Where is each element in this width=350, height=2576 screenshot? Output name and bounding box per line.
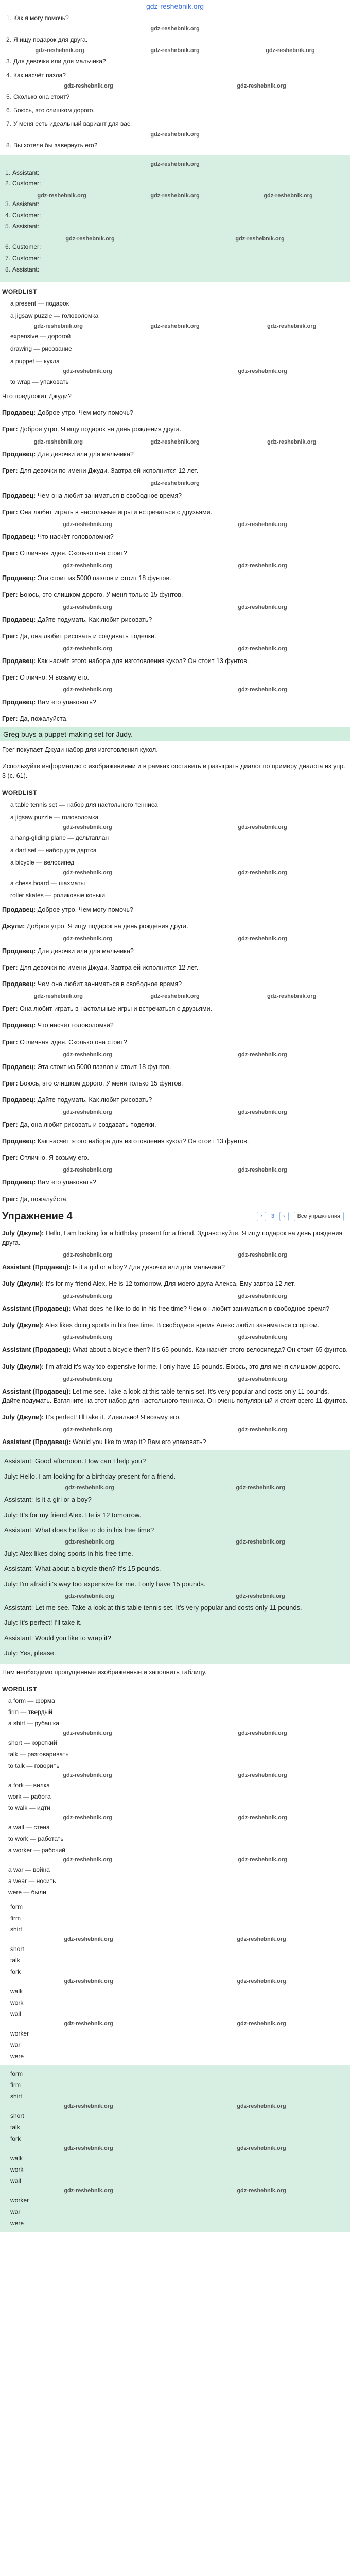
answer-highlight: Greg buys a puppet-making set for Judy. xyxy=(0,727,350,741)
role-box xyxy=(0,155,350,282)
list-item: a bicycle — велосипед xyxy=(10,858,75,866)
watermark-row: gdz-reshebnik.org gdz-reshebnik.org xyxy=(64,2145,286,2151)
dialog-line: July: Alex likes doing sports in his free time. xyxy=(4,1549,133,1557)
table-row: walk xyxy=(10,1987,23,1995)
list-item: a jigsaw puzzle — головоломка xyxy=(10,312,99,320)
list-item: were — были xyxy=(8,1888,46,1896)
table-row: talk xyxy=(10,2123,20,2131)
dialog-line: July (Джули): It's perfect! I'll take it. Идеально! Я возьму его. xyxy=(2,1413,181,1421)
role-label: 5. Assistant: xyxy=(5,223,40,230)
list-item: expensive — дорогой xyxy=(10,333,71,341)
table-row: shirt xyxy=(10,2092,22,2100)
dialog-line: Assistant (Продавец): Would you like to wrap it? Вам его упаковать? xyxy=(2,1438,206,1446)
dialog-line: Грег: Отлично. Я возьму его. xyxy=(2,1154,89,1162)
dialog-line: Грег: Она любит играть в настольные игры и встречаться с друзьями. xyxy=(2,508,213,516)
watermark-row: gdz-reshebnik.org gdz-reshebnik.org xyxy=(63,1167,287,1174)
site-link[interactable]: gdz-reshebnik.org xyxy=(146,2,204,10)
watermark-row: gdz-reshebnik.org gdz-reshebnik.org gdz-reshebnik.org xyxy=(33,438,317,445)
watermark-row: gdz-reshebnik.org gdz-reshebnik.org xyxy=(63,1856,287,1863)
dialog-line: Продавец: Дайте подумать. Как любит рисовать? xyxy=(2,1096,152,1104)
watermark-row: gdz-reshebnik.org gdz-reshebnik.org xyxy=(63,687,287,693)
list-item: talk — разговаривать xyxy=(8,1750,69,1758)
list-item: a present — подарок xyxy=(10,300,69,308)
dialog-line: Продавец: Эта стоит из 5000 пазлов и стоит 18 фунтов. xyxy=(2,1063,171,1071)
watermark-row: gdz-reshebnik.org gdz-reshebnik.org xyxy=(65,1538,285,1545)
list-item: 8. Вы хотели бы завернуть его? xyxy=(6,142,98,149)
list-item: a fork — вилка xyxy=(8,1781,50,1789)
list-item: to talk — говорить xyxy=(8,1761,60,1769)
list-item: firm — твердый xyxy=(8,1708,52,1716)
watermark-row: gdz-reshebnik.org xyxy=(150,161,200,167)
watermark-row: gdz-reshebnik.org xyxy=(150,26,200,32)
table-row: war xyxy=(10,2041,21,2048)
list-item: a wear — носить xyxy=(8,1877,56,1885)
dialog-line: Грег: Отлично. Я возьму его. xyxy=(2,673,89,681)
list-item: a dart set — набор для дартса xyxy=(10,846,97,854)
watermark-row: gdz-reshebnik.org gdz-reshebnik.org xyxy=(63,1334,287,1341)
table-row: shirt xyxy=(10,1925,22,1933)
watermark-row: gdz-reshebnik.org xyxy=(150,131,200,138)
table-row: talk xyxy=(10,1956,20,1964)
dialog-line: Продавец: Для девочки или для мальчика? xyxy=(2,947,134,955)
table-row: firm xyxy=(10,2081,21,2089)
watermark-row: gdz-reshebnik.org gdz-reshebnik.org xyxy=(63,368,287,375)
wordlist xyxy=(0,799,350,902)
watermark-row: gdz-reshebnik.org gdz-reshebnik.org xyxy=(63,521,287,528)
dialog-line: Продавец: Для девочки или для мальчика? xyxy=(2,450,134,458)
list-item: 3. Для девочки или для мальчика? xyxy=(6,58,106,65)
table-row: worker xyxy=(10,2029,29,2037)
table-row: short xyxy=(10,1945,24,1953)
dialog-line: Продавец: Что насчёт головоломки? xyxy=(2,533,114,541)
dialog-line: Продавец: Эта стоит из 5000 пазлов и стоит 18 фунтов. xyxy=(2,574,171,582)
task-text: Используйте информацию с изображениями и в рамках составить и разыграть диалог по примеру диалога из упр. 3 (с. 61). xyxy=(2,762,345,779)
role-label: 6. Customer: xyxy=(5,243,41,251)
dialog-line: Продавец: Дайте подумать. Как любит рисовать? xyxy=(2,616,152,623)
list-item: a war — война xyxy=(8,1866,50,1873)
wordlist xyxy=(0,297,350,388)
list-item: a worker — рабочий xyxy=(8,1846,65,1854)
table-row: wall xyxy=(10,2177,21,2184)
list-item: short — короткий xyxy=(8,1739,57,1747)
watermark-row: gdz-reshebnik.org gdz-reshebnik.org xyxy=(64,2103,286,2109)
page-number: 3 xyxy=(271,1213,274,1219)
watermark-row: gdz-reshebnik.org gdz-reshebnik.org xyxy=(63,824,287,831)
prev-button[interactable]: ‹ xyxy=(257,1212,266,1221)
role-label: 2. Customer: xyxy=(5,180,41,188)
watermark-row: gdz-reshebnik.org gdz-reshebnik.org xyxy=(64,2187,286,2194)
watermark-row: gdz-reshebnik.org gdz-reshebnik.org xyxy=(65,1592,285,1599)
table-row: war xyxy=(10,2208,21,2215)
watermark-row: gdz-reshebnik.org gdz-reshebnik.org gdz-reshebnik.org xyxy=(35,47,315,54)
watermark-row: gdz-reshebnik.org gdz-reshebnik.org xyxy=(63,1772,287,1778)
list-item: 1. Как я могу помочь? xyxy=(6,14,69,22)
dialog-line: July (Джули): It's for my friend Alex. He is 12 tomorrow. Для моего друга Алекса. Ему завтра 12 лет. xyxy=(2,1280,295,1288)
watermark-row: gdz-reshebnik.org gdz-reshebnik.org xyxy=(63,604,287,611)
watermark-row: gdz-reshebnik.org gdz-reshebnik.org xyxy=(63,869,287,876)
list-item: a puppet — кукла xyxy=(10,358,60,365)
dialog-line: Assistant: What about a bicycle then? It's 15 pounds. xyxy=(4,1565,161,1573)
table-row: were xyxy=(10,2052,24,2060)
dialog-line: Assistant: Good afternoon. How can I help you? xyxy=(4,1457,146,1465)
table-row: worker xyxy=(10,2196,29,2204)
watermark-row: gdz-reshebnik.org gdz-reshebnik.org xyxy=(64,82,286,89)
watermark-row: gdz-reshebnik.org gdz-reshebnik.org xyxy=(63,1730,287,1736)
dialog-line: Продавец: Как насчёт этого набора для изготовления кукол? Он стоит 13 фунтов. xyxy=(2,1138,249,1145)
watermark-row: gdz-reshebnik.org gdz-reshebnik.org gdz-reshebnik.org xyxy=(37,192,313,199)
table-row: form xyxy=(10,1903,23,1910)
table-row: work xyxy=(10,1998,24,2006)
list-item: 5. Сколько она стоит? xyxy=(6,93,70,100)
dialog-line: Грег: Боюсь, это слишком дорого. У меня только 15 фунтов. xyxy=(2,1079,183,1087)
dialog-line: Грег: Отличная идея. Сколько она стоит? xyxy=(2,1038,127,1046)
dialog-line: July (Джули): Hello, I am looking for a birthday present for a friend. Здравствуйте. Я ищу подарок на день рождения друга. xyxy=(2,1229,343,1246)
vertical-word-table-2 xyxy=(0,2065,350,2232)
watermark-row: gdz-reshebnik.org gdz-reshebnik.org xyxy=(63,645,287,652)
dialog-line: Assistant (Продавец): Is it a girl or a boy? Для девочки или для мальчика? xyxy=(2,1263,225,1271)
role-label: 8. Assistant: xyxy=(5,265,40,273)
role-label: 1. Assistant: xyxy=(5,168,40,176)
wordlist xyxy=(0,1695,350,1898)
dialog-line: July: It's perfect! I'll take it. xyxy=(4,1619,82,1627)
vertical-word-table xyxy=(0,1898,350,2065)
list-item: 2. Я ищу подарок для друга. xyxy=(6,36,88,44)
list-item: a shirt — рубашка xyxy=(8,1719,60,1727)
list-item: a jigsaw puzzle — головоломка xyxy=(10,813,99,821)
watermark-row: gdz-reshebnik.org gdz-reshebnik.org xyxy=(63,563,287,569)
dialog-line: Грег: Да, пожалуйста. xyxy=(2,715,68,723)
dialog-line: Assistant: Would you like to wrap it? xyxy=(4,1634,111,1642)
wordlist-title: WORDLIST xyxy=(2,288,37,296)
watermark-row: gdz-reshebnik.org gdz-reshebnik.org xyxy=(64,2020,286,2027)
watermark-row: gdz-reshebnik.org gdz-reshebnik.org xyxy=(63,1427,287,1433)
list-item: to work — работать xyxy=(8,1835,64,1842)
watermark-row: gdz-reshebnik.org gdz-reshebnik.org xyxy=(63,1251,287,1258)
pager xyxy=(257,1212,344,1221)
dialog-line: Продавец: Доброе утро. Чем могу помочь? xyxy=(2,906,133,913)
dialog-line: Грег: Отличная идея. Сколько она стоит? xyxy=(2,550,127,557)
dialog-line: July (Джули): I'm afraid it's way too expensive for me. I only have 15 pounds. Боюсь, это для меня слишком дорого. xyxy=(2,1363,341,1370)
all-exercises-button[interactable]: Все упражнения xyxy=(294,1212,344,1221)
task-text: Нам необходимо пропущенные изображенные и заполнить таблицу. xyxy=(2,1668,207,1676)
wordlist-title: WORDLIST xyxy=(2,789,37,796)
dialog-line: Assistant: Let me see. Take a look at this table tennis set. It's very popular and costs only 11 pounds. xyxy=(4,1603,302,1612)
list-item: to walk — идти xyxy=(8,1804,50,1811)
dialog-line: Продавец: Что насчёт головоломки? xyxy=(2,1022,114,1029)
role-label: 3. Assistant: xyxy=(5,200,40,208)
answer-translation: Грег покупает Джуди набор для изготовления кукол. xyxy=(2,746,158,754)
table-row: walk xyxy=(10,2154,23,2162)
table-row: form xyxy=(10,2070,23,2077)
dialog-line: July (Джули): Alex likes doing sports in his free time. В свободное время Алекс любит заниматься спортом. xyxy=(2,1321,320,1329)
dialog-line: July: I'm afraid it's way too expensive for me. I only have 15 pounds. xyxy=(4,1580,206,1588)
dialog-line: July: Yes, please. xyxy=(4,1649,56,1657)
watermark-row: gdz-reshebnik.org gdz-reshebnik.org xyxy=(63,1051,287,1058)
dialog-line: Джули: Доброе утро. Я ищу подарок на день рождения друга. xyxy=(2,922,188,930)
table-row: fork xyxy=(10,1968,21,1975)
watermark-row: gdz-reshebnik.org gdz-reshebnik.org gdz-reshebnik.org xyxy=(33,323,317,330)
list-item: 4. Как насчёт пазла? xyxy=(6,71,66,79)
list-item: to wrap — упаковать xyxy=(10,378,69,386)
list-item: a wall — стена xyxy=(8,1823,50,1831)
dialog-line: Грег: Да, она любит рисовать и создавать поделки. xyxy=(2,632,156,640)
dialog-line: Грег: Для девочки по имени Джуди. Завтра ей исполнится 12 лет. xyxy=(2,467,199,474)
dialog-line: Продавец: Как насчёт этого набора для изготовления кукол? Он стоит 13 фунтов. xyxy=(2,657,249,665)
dialog-line: Грег: Она любит играть в настольные игры и встречаться с друзьями. xyxy=(2,1005,213,1013)
dialog-line: Assistant (Продавец): Let me see. Take a look at this table tennis set. It's very popular and costs only 11 pounds. Дайте подумать. Взгляните на этот набор для настольного тенниса. Он очень популярный и стоит всего 11 фунтов. xyxy=(2,1387,348,1404)
dialog-line: Грег: Да, пожалуйста. xyxy=(2,1195,68,1203)
question: Что предложит Джуди? xyxy=(2,393,72,400)
dialog-line: Assistant: What does he like to do in his free time? xyxy=(4,1526,154,1534)
exercise-title: Упражнение 4 xyxy=(2,1210,73,1222)
list-item: a table tennis set — набор для настольного тенниса xyxy=(10,801,158,808)
watermark-row: gdz-reshebnik.org gdz-reshebnik.org xyxy=(65,1485,285,1492)
dialog-line: Продавец: Вам его упаковать? xyxy=(2,699,96,706)
dialog-line: Грег: Да, она любит рисовать и создавать поделки. xyxy=(2,1121,156,1129)
dialog-line: Грег: Для девочки по имени Джуди. Завтра ей исполнится 12 лет. xyxy=(2,964,199,972)
dialog-2 xyxy=(0,902,350,1208)
watermark-row: gdz-reshebnik.org gdz-reshebnik.org xyxy=(63,1376,287,1382)
dialog-line: Грег: Доброе утро. Я ищу подарок на день рождения друга. xyxy=(2,426,182,433)
dialog-3 xyxy=(0,1225,350,1451)
list-item: 7. У меня есть идеальный вариант для вас. xyxy=(6,120,132,128)
watermark-row: gdz-reshebnik.org gdz-reshebnik.org gdz-reshebnik.org xyxy=(33,993,317,1000)
list-item: roller skates — роликовые коньки xyxy=(10,891,106,899)
list-item: a chess board — шахматы xyxy=(10,879,85,887)
watermark-row: gdz-reshebnik.org gdz-reshebnik.org xyxy=(63,935,287,942)
wordlist-title: WORDLIST xyxy=(2,1685,37,1693)
watermark-row: gdz-reshebnik.org gdz-reshebnik.org xyxy=(64,1978,286,1985)
dialog-line: Грег: Боюсь, это слишком дорого. У меня только 15 фунтов. xyxy=(2,591,183,599)
dialog-line: Продавец: Чем она любит заниматься в свободное время? xyxy=(2,980,182,988)
watermark-row: gdz-reshebnik.org xyxy=(150,480,200,486)
dialog-line: Продавец: Доброе утро. Чем могу помочь? xyxy=(2,409,133,417)
watermark-row: gdz-reshebnik.org gdz-reshebnik.org xyxy=(63,1293,287,1300)
role-label: 4. Customer: xyxy=(5,211,41,219)
watermark-row: gdz-reshebnik.org gdz-reshebnik.org xyxy=(63,1814,287,1821)
list-item: work — работа xyxy=(8,1792,51,1800)
watermark-row: gdz-reshebnik.org gdz-reshebnik.org xyxy=(63,1109,287,1116)
list-item: drawing — рисование xyxy=(10,345,72,353)
dialog-line: Продавец: Чем она любит заниматься в свободное время? xyxy=(2,492,182,499)
dialog-line: July: It's for my friend Alex. He is 12 tomorrow. xyxy=(4,1511,142,1519)
table-row: work xyxy=(10,2165,24,2173)
dialog-1 xyxy=(0,404,350,727)
dialog-line: Assistant (Продавец): What does he like to do in his free time? Чем он любит заниматься в свободное время? xyxy=(2,1305,330,1313)
table-row: firm xyxy=(10,1914,21,1922)
dialog-line: Assistant: Is it a girl or a boy? xyxy=(4,1496,92,1504)
table-row: wall xyxy=(10,2010,21,2018)
table-row: were xyxy=(10,2219,24,2227)
dialog-line: July: Hello. I am looking for a birthday present for a friend. xyxy=(4,1472,176,1480)
watermark-row: gdz-reshebnik.org gdz-reshebnik.org xyxy=(65,235,285,242)
role-label: 7. Customer: xyxy=(5,254,41,262)
table-row: fork xyxy=(10,2134,21,2142)
list-item: a hang-gliding plane — дельтаплан xyxy=(10,834,109,841)
list-item: 6. Боюсь, это слишком дорого. xyxy=(6,106,95,114)
exercise-header xyxy=(0,1208,350,1225)
list-item: a form — форма xyxy=(8,1697,55,1704)
english-dialog-box xyxy=(0,1450,350,1664)
next-button[interactable]: › xyxy=(279,1212,289,1221)
watermark-row: gdz-reshebnik.org gdz-reshebnik.org xyxy=(64,1936,286,1942)
dialog-line: Assistant (Продавец): What about a bicycle then? It's 65 pounds. Как насчёт этого велосипеда? Он стоит 65 фунтов. xyxy=(2,1346,348,1354)
intro-list xyxy=(0,11,350,152)
dialog-line: Продавец: Вам его упаковать? xyxy=(2,1179,96,1187)
table-row: short xyxy=(10,2112,24,2120)
